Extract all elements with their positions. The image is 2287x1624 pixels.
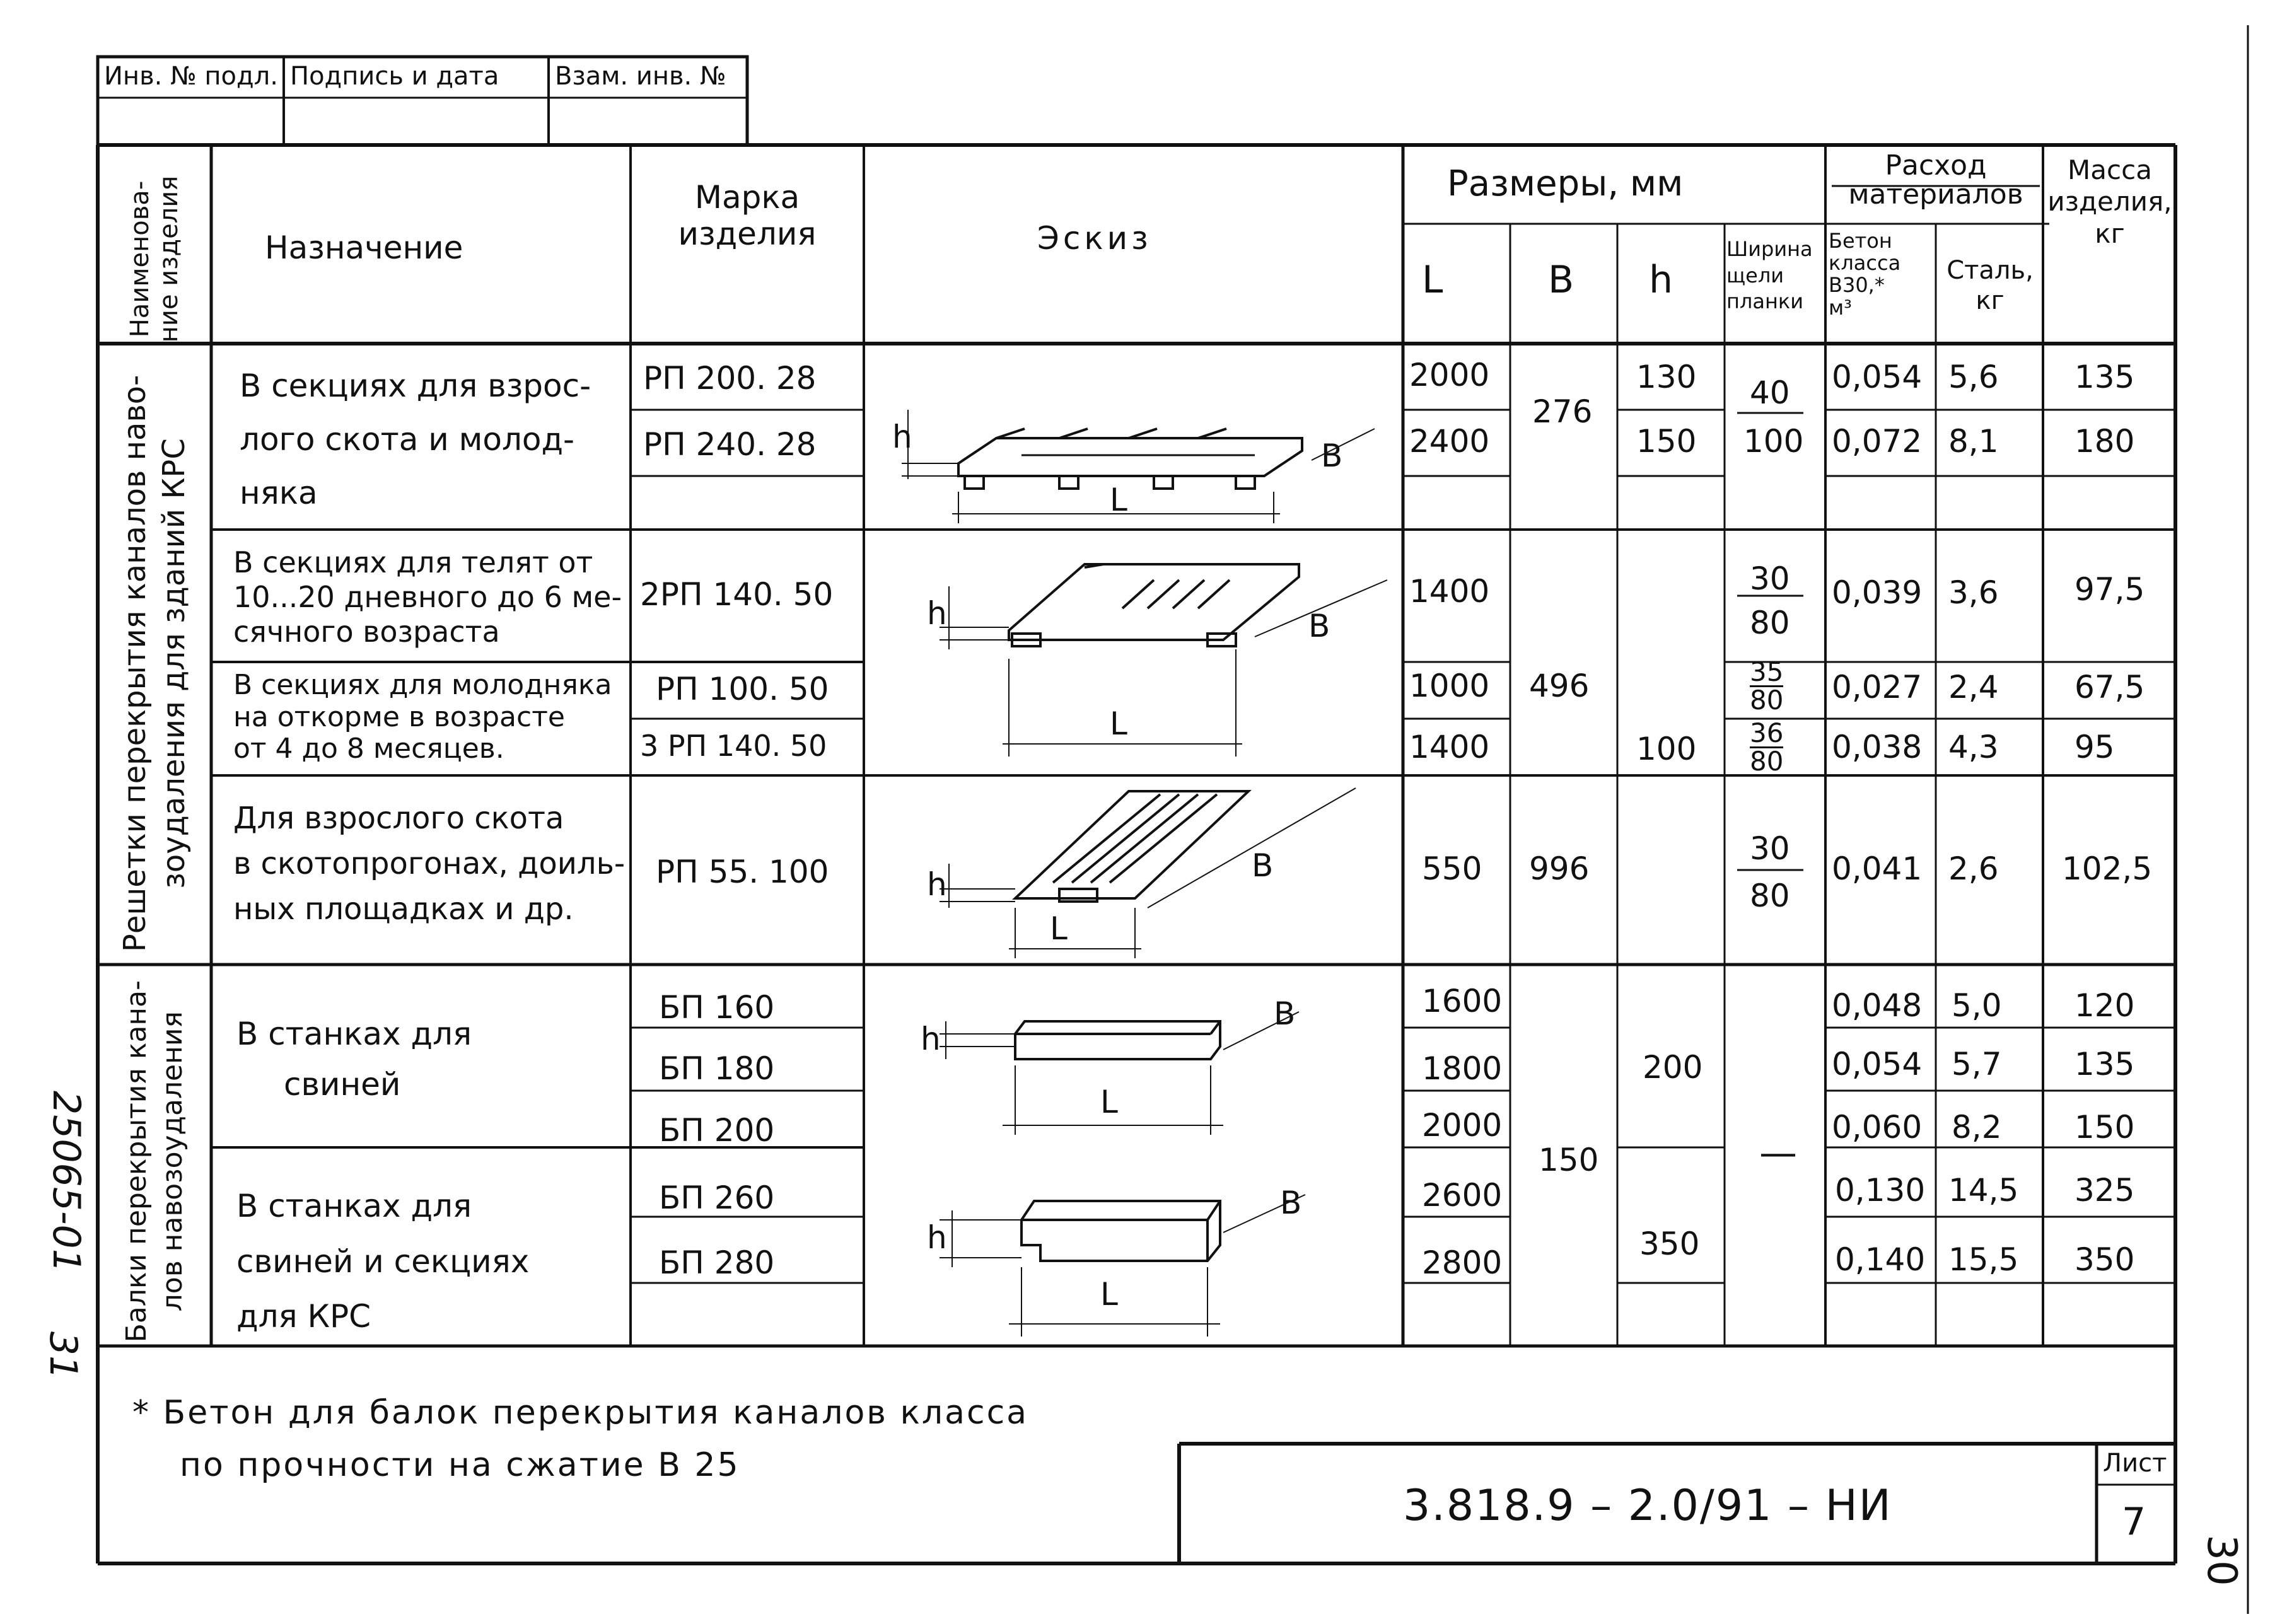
r3-mass-1: 67,5 — [2075, 669, 2145, 705]
r6-stal-2: 15,5 — [1948, 1241, 2019, 1278]
r5-mass-1: 120 — [2075, 987, 2135, 1024]
r4-B: 996 — [1529, 850, 1590, 887]
r6-beton-2: 0,140 — [1835, 1241, 1926, 1278]
footnote: * Бетон для балок перекрытия каналов класса по прочности на сжатие В 25 — [132, 1394, 1029, 1485]
r6-h: 350 — [1639, 1226, 1700, 1262]
r6-purpose: В станках для свиней и секциях для КРС — [236, 1188, 530, 1335]
r5-mark-2: БП 180 — [659, 1050, 775, 1087]
r3-beton-2: 0,038 — [1832, 729, 1923, 765]
r1-h-2: 150 — [1636, 423, 1697, 460]
r2-purpose: В секциях для телят от 10...20 дневного до 6 ме- сячного возраста — [233, 545, 622, 649]
r3-mass-2: 95 — [2075, 729, 2115, 765]
sketch-beam-bp-200 — [940, 1012, 1299, 1135]
r3-L-1: 1000 — [1409, 668, 1490, 704]
r6-mark-1: БП 260 — [659, 1180, 775, 1216]
sketch2-L-label: L — [1110, 705, 1127, 742]
r1-purpose: В секциях для взрос- лого скота и молод- няка — [240, 368, 591, 511]
r1-mark-1: РП 200. 28 — [643, 360, 817, 397]
r3-slot-b: 36 80 — [1750, 717, 1784, 777]
sketch3-h-label: h — [927, 866, 947, 903]
r4-slot-2: 80 — [1750, 878, 1790, 914]
stamp-podpis: Подпись и дата — [290, 62, 499, 91]
r4-L: 550 — [1422, 850, 1482, 887]
r6-L-1: 2600 — [1422, 1177, 1503, 1214]
r5-stal-1: 5,0 — [1952, 987, 2002, 1024]
sketch3-B-label: B — [1252, 847, 1274, 884]
sketch2-B-label: B — [1308, 608, 1330, 644]
r1-L-1: 2000 — [1409, 357, 1490, 393]
r6-stal-1: 14,5 — [1948, 1172, 2019, 1209]
group2-name: Балки перекрытия кана- лов навозоудаления — [120, 980, 189, 1343]
sketch-grating-rp-50 — [940, 564, 1387, 757]
r2-mark: 2РП 140. 50 — [640, 576, 834, 613]
sketch4-h-label: h — [921, 1021, 941, 1057]
r2-slot-2: 80 — [1750, 605, 1790, 641]
r3-stal-2: 4,3 — [1948, 729, 1999, 765]
r5-h: 200 — [1643, 1049, 1703, 1086]
header-naznachenie: Назначение — [265, 229, 463, 266]
r4-mass: 102,5 — [2062, 850, 2153, 887]
r5-stal-2: 5,7 — [1952, 1046, 2002, 1082]
r2-slot-1: 30 — [1750, 560, 1790, 597]
r1-mass-2: 180 — [2075, 423, 2135, 460]
r1-slot-2: 100 — [1743, 423, 1804, 460]
r2-stal: 3,6 — [1948, 574, 1999, 611]
header-massa: Масса изделия, кг — [2047, 154, 2172, 249]
doc-code: 3.818.9 – 2.0/91 – НИ — [1403, 1481, 1892, 1531]
sketch1-L-label: L — [1110, 482, 1127, 518]
header-marka: Марка изделия — [678, 179, 817, 252]
r1-mass-1: 135 — [2075, 359, 2135, 395]
r3-h: 100 — [1636, 731, 1697, 767]
header-L: L — [1422, 258, 1443, 302]
r3-mark-1: РП 100. 50 — [656, 671, 829, 707]
header-beton: Бетон класса В30,* м³ — [1829, 229, 1901, 320]
r5-L-3: 2000 — [1422, 1107, 1503, 1144]
sketch2-h-label: h — [927, 595, 947, 632]
r4-purpose: Для взрослого скота в скотопрогонах, доиль- ных площадках и др. — [233, 801, 626, 927]
r1-slot-1: 40 — [1750, 374, 1790, 411]
sketch-grating-rp-55 — [940, 788, 1356, 958]
r3-stal-1: 2,4 — [1948, 669, 1999, 705]
r5-mark-1: БП 160 — [659, 989, 775, 1026]
r5-mark-3: БП 200 — [659, 1112, 775, 1149]
r2-beton: 0,039 — [1832, 574, 1923, 611]
r6-B: 150 — [1539, 1142, 1599, 1178]
header-h: h — [1649, 258, 1673, 302]
r4-slot-1: 30 — [1750, 830, 1790, 867]
r3-purpose: В секциях для молодняка на откорме в возрасте от 4 до 8 месяцев. — [233, 669, 612, 765]
side-num: 31 — [41, 1331, 85, 1380]
header-B: B — [1548, 258, 1574, 302]
r6-beton-1: 0,130 — [1835, 1172, 1926, 1209]
sketch4-B-label: B — [1274, 995, 1296, 1032]
r1-h-1: 130 — [1636, 359, 1697, 395]
r1-stal-1: 5,6 — [1948, 359, 1999, 395]
page-corner-number: 30 — [2198, 1534, 2245, 1586]
sketch1-h-label: h — [892, 419, 912, 455]
side-code: 25065-01 — [44, 1091, 88, 1273]
sketch1-B-label: B — [1321, 438, 1343, 474]
r5-beton-3: 0,060 — [1832, 1109, 1923, 1146]
r6-mass-1: 325 — [2075, 1172, 2135, 1209]
r5-purpose: В станках для свиней — [236, 1016, 472, 1103]
r3-B: 496 — [1529, 668, 1590, 704]
r2-mass: 97,5 — [2075, 571, 2145, 608]
r4-stal: 2,6 — [1948, 850, 1999, 887]
r5-beton-2: 0,054 — [1832, 1046, 1923, 1082]
r1-B: 276 — [1532, 393, 1593, 430]
r1-beton-2: 0,072 — [1832, 423, 1923, 460]
r5-mass-2: 135 — [2075, 1046, 2135, 1082]
r6-mass-2: 350 — [2075, 1241, 2135, 1278]
r3-slot-a: 35 80 — [1750, 656, 1784, 716]
header-naim: Наименова- ние изделия — [125, 175, 183, 343]
r5-stal-3: 8,2 — [1952, 1109, 2002, 1146]
r2-L: 1400 — [1409, 573, 1490, 610]
r6-slot: — — [1759, 1131, 1797, 1175]
r3-mark-2: 3 РП 140. 50 — [640, 729, 827, 763]
sketch4-L-label: L — [1100, 1084, 1118, 1120]
r1-beton-1: 0,054 — [1832, 359, 1923, 395]
r3-L-2: 1400 — [1409, 729, 1490, 765]
header-rashod: Расход материалов — [1848, 149, 2023, 211]
r1-mark-2: РП 240. 28 — [643, 426, 817, 463]
header-stal: Сталь, кг — [1947, 256, 2034, 315]
sketch5-B-label: B — [1280, 1185, 1302, 1221]
r5-beton-1: 0,048 — [1832, 987, 1923, 1024]
header-shirina: Ширина щели планки — [1726, 237, 1813, 314]
r4-beton: 0,041 — [1832, 850, 1923, 887]
sketch5-L-label: L — [1100, 1276, 1118, 1313]
sketch-beam-bp-280 — [940, 1195, 1305, 1337]
r5-L-2: 1800 — [1422, 1050, 1503, 1087]
r4-mark: РП 55. 100 — [656, 854, 829, 890]
header-eskiz: Эскиз — [1037, 220, 1152, 257]
r5-L-1: 1600 — [1422, 983, 1503, 1019]
header-razmery: Размеры, мм — [1447, 163, 1684, 204]
sheet-number: 7 — [2122, 1500, 2146, 1544]
r6-L-2: 2800 — [1422, 1244, 1503, 1281]
r5-mass-3: 150 — [2075, 1109, 2135, 1146]
r6-mark-2: БП 280 — [659, 1244, 775, 1281]
sheet-label: Лист — [2103, 1449, 2167, 1478]
r1-stal-2: 8,1 — [1948, 423, 1999, 460]
stamp-vzam: Взам. инв. № — [555, 62, 726, 91]
r1-L-2: 2400 — [1409, 423, 1490, 460]
sketch-grating-rp-28 — [902, 410, 1375, 523]
sketch3-L-label: L — [1050, 910, 1068, 947]
stamp-inv-podl: Инв. № подл. — [104, 62, 278, 91]
group1-name: Решетки перекрытия каналов наво- зоудаления для зданий КРС — [117, 374, 192, 953]
r3-beton-1: 0,027 — [1832, 669, 1923, 705]
sketch5-h-label: h — [927, 1219, 947, 1256]
